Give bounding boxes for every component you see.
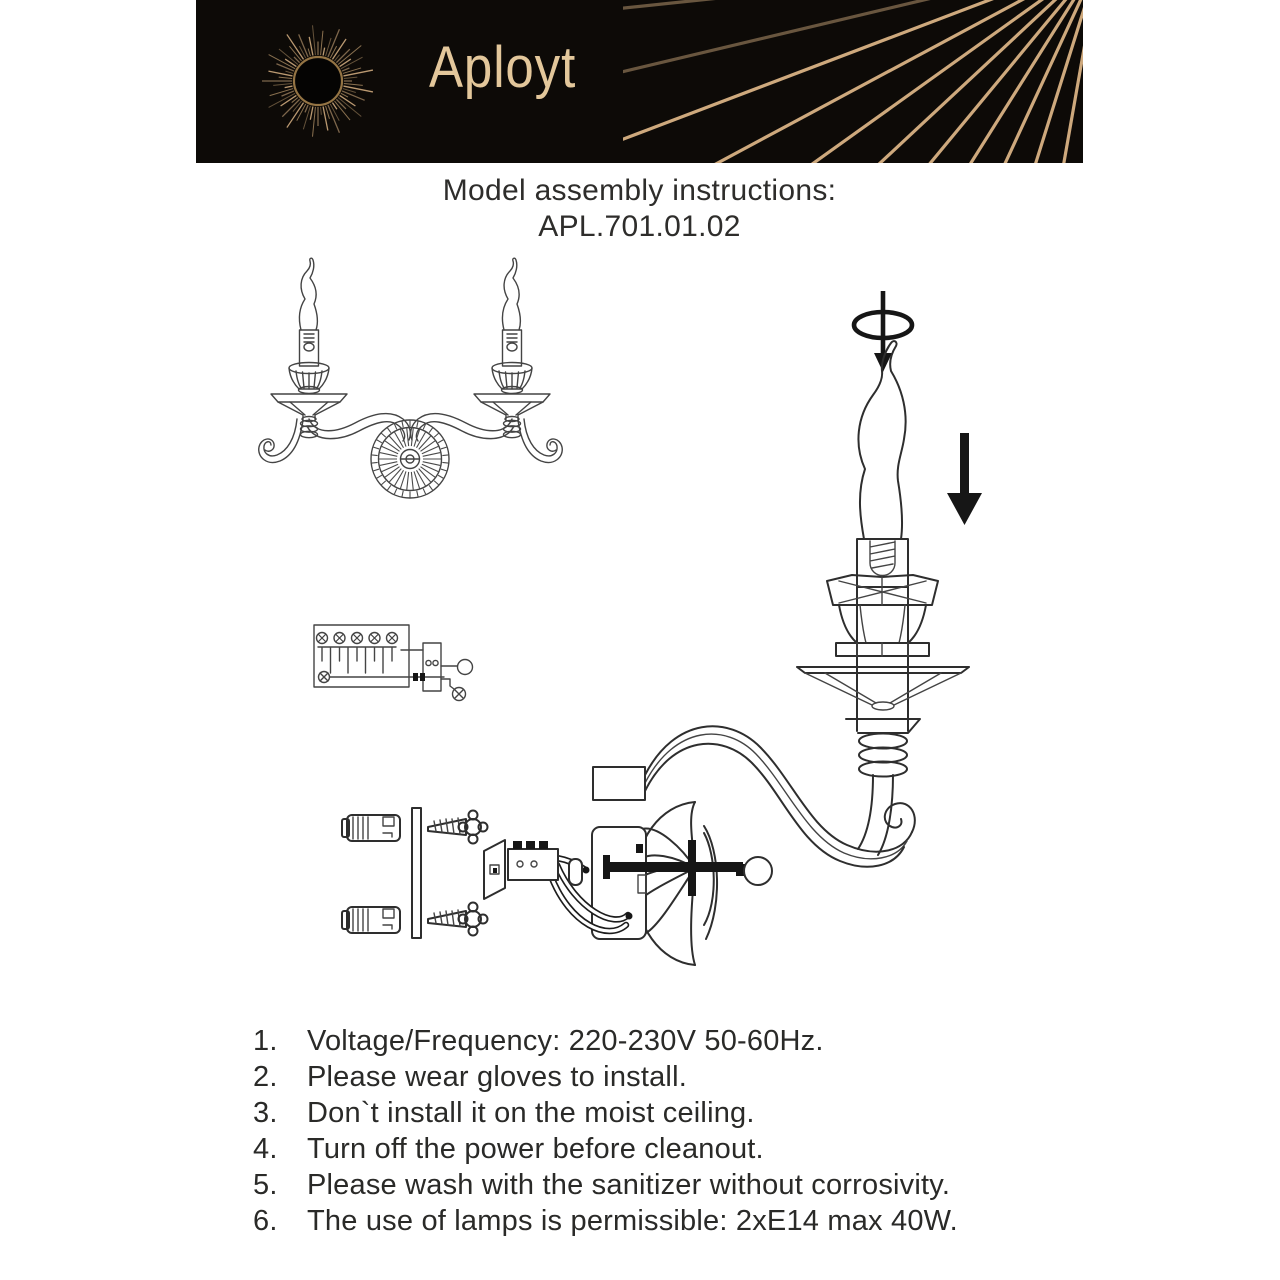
corner-rays-icon — [623, 0, 1083, 163]
item-text: Turn off the power before cleanout. — [307, 1132, 764, 1165]
list-item — [253, 1023, 958, 1059]
item-number: 6. — [253, 1204, 278, 1237]
mounting-screw — [428, 811, 488, 844]
item-text: Don`t install it on the moist ceiling. — [307, 1096, 755, 1129]
item-number: 3. — [253, 1096, 278, 1129]
brand-header — [196, 0, 1083, 163]
item-text: The use of lamps is permissible: 2xE14 max 40W. — [307, 1204, 958, 1237]
item-text: Please wear gloves to install. — [307, 1060, 687, 1093]
spacer-cylinder — [569, 859, 582, 885]
list-item — [253, 1203, 958, 1239]
list-item — [253, 1095, 958, 1131]
mounting-screw — [428, 903, 488, 936]
finial-ball — [744, 857, 772, 885]
title-heading: Model assembly instructions: — [442, 174, 837, 207]
arm-wall-box — [593, 767, 645, 800]
list-item — [253, 1167, 958, 1203]
wall-anchor — [342, 907, 400, 933]
item-number: 2. — [253, 1060, 278, 1093]
down-arrow-icon — [947, 433, 982, 525]
item-number: 4. — [253, 1132, 278, 1165]
list-item — [253, 1131, 958, 1167]
item-text: Please wash with the sanitizer without corrosivity. — [307, 1168, 951, 1201]
item-text: Voltage/Frequency: 220-230V 50-60Hz. — [307, 1024, 824, 1057]
instruction-list — [253, 1023, 958, 1239]
starburst-icon — [248, 4, 388, 159]
candle-detail — [797, 341, 969, 776]
title-model-number: APL.701.01.02 — [538, 210, 741, 243]
list-item — [253, 1059, 958, 1095]
wall-anchor — [342, 815, 400, 841]
lamp-assembly-exploded-drawing — [330, 275, 1075, 995]
item-number: 5. — [253, 1168, 278, 1201]
mount-strip — [412, 808, 421, 938]
page-title — [196, 173, 1083, 245]
item-number: 1. — [253, 1024, 278, 1057]
square-plate — [484, 840, 505, 899]
brand-wordmark: Aployt — [429, 35, 577, 100]
